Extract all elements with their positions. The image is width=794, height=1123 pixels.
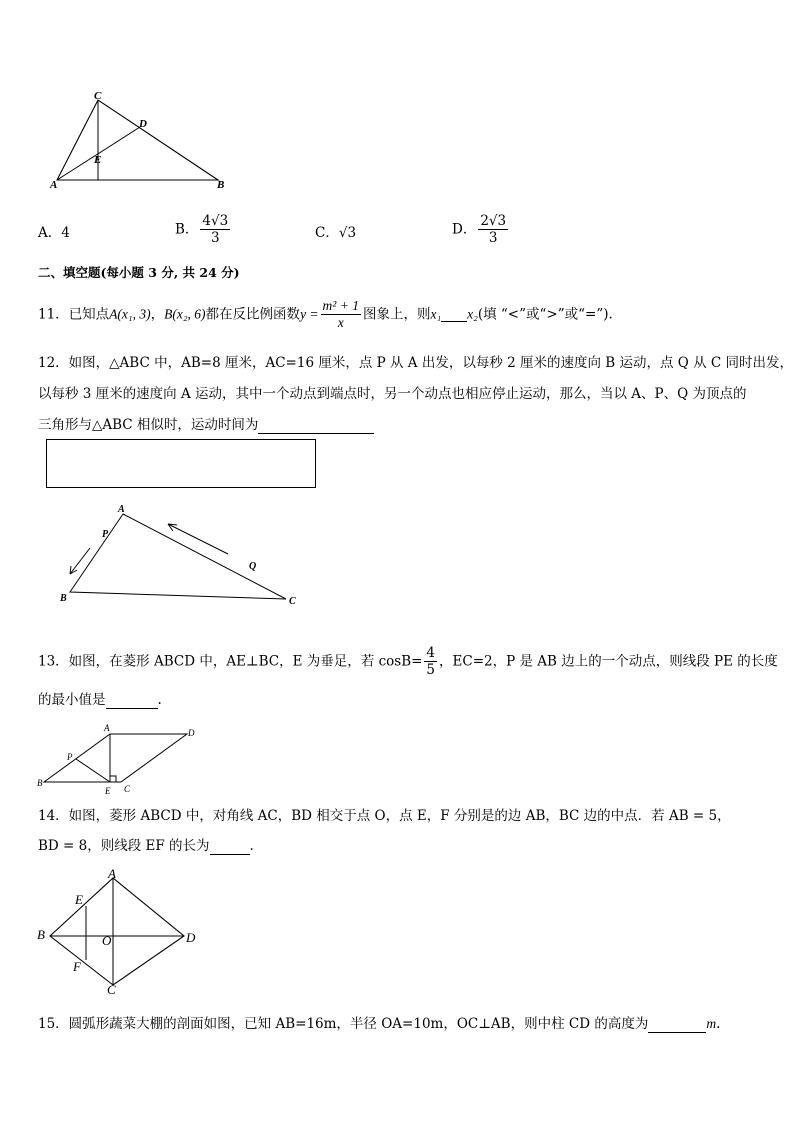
q13-line1-pre: 13．如图，在菱形 ABCD 中，AE⊥BC，E 为垂足，若 cosB= <box>38 653 423 670</box>
q12-line2: 以每秒 3 厘米的速度向 A 运动，其中一个动点到端点时，另一个动点也相应停止运动，那么，当以 A、P、Q 为顶点的 <box>38 386 747 402</box>
question-14-line2 <box>38 837 254 855</box>
q11-point-a: A(x₁, 3) <box>109 306 151 322</box>
choice-c-letter: C． <box>315 225 339 241</box>
choice-d-den: 3 <box>488 230 498 246</box>
q11-func-lhs: y = <box>300 306 319 322</box>
section-title: 二、填空题(每小题 3 分, 共 24 分) <box>38 265 240 280</box>
choice-c <box>315 224 356 242</box>
q15-answer-blank[interactable] <box>648 1018 706 1033</box>
q14-label-b: B <box>37 927 45 942</box>
q12-label-a: A <box>118 504 125 515</box>
q12-line1: 12．如图，△ABC 中，AB=8 厘米，AC=16 厘米，点 P 从 A 出发，以每秒 2 厘米的速度向 B 运动，点 Q 从 C 同时出发， <box>38 355 794 371</box>
q13-line2: 的最小值是 <box>38 692 106 708</box>
q11-post: 图象上，则 <box>362 306 431 323</box>
q10-label-a: A <box>50 179 58 191</box>
q10-label-c: C <box>94 90 102 102</box>
question-15 <box>38 1015 720 1033</box>
q14-answer-blank[interactable] <box>210 840 250 855</box>
q12-label-p: P <box>102 529 109 540</box>
q10-label-d: D <box>139 118 147 130</box>
q10-triangle-figure <box>40 88 240 198</box>
q14-line1: 14．如图，菱形 ABCD 中，对角线 AC，BD 相交于点 O，点 E，F 分别是的边 AB，BC 边的中点．若 AB = 5， <box>38 808 731 824</box>
question-13-line2 <box>38 691 162 709</box>
q13-label-b: B <box>37 778 43 788</box>
q14-label-d: D <box>186 930 196 945</box>
q11-point-b: B(x₂, 6) <box>164 306 206 322</box>
q12-answer-blank[interactable] <box>258 419 374 434</box>
choice-a-letter: A． <box>38 225 62 241</box>
question-12-line3 <box>38 416 374 434</box>
q12-line3: 三角形与△ABC 相似时，运动时间为 <box>38 417 259 433</box>
choice-a-value: 4 <box>61 225 70 241</box>
q13-label-d: D <box>188 728 195 738</box>
q14-label-f: F <box>73 959 81 974</box>
choice-b-num: 4√3 <box>202 213 229 229</box>
q13-cos-num: 4 <box>426 645 436 661</box>
choice-c-value: √3 <box>338 225 357 241</box>
choice-a <box>38 224 70 242</box>
q14-label-a: A <box>108 866 116 881</box>
q13-line2-end: . <box>157 692 162 708</box>
choice-d-letter: D． <box>452 221 477 238</box>
q15-text: 15．圆弧形蔬菜大棚的剖面如图，已知 AB=16m，半径 OA=10m，OC⊥AB，则中柱 CD 的高度为 <box>38 1016 649 1032</box>
q15-end: . <box>716 1016 721 1032</box>
q11-mid: 都在反比例函数 <box>205 306 301 323</box>
q13-label-a: A <box>104 723 110 733</box>
q14-label-e: E <box>75 892 83 907</box>
question-11 <box>38 298 613 331</box>
q13-cos-den: 5 <box>426 662 436 678</box>
q11-answer-blank[interactable] <box>441 307 467 322</box>
q12-label-b: B <box>60 593 67 604</box>
q12-answer-box[interactable] <box>46 439 316 488</box>
q11-func-num: m² + 1 <box>322 298 359 313</box>
q10-label-b: B <box>217 179 225 191</box>
q11-number: 11． <box>38 306 69 323</box>
question-13-line1 <box>38 645 778 678</box>
choice-b-letter: B． <box>175 221 199 238</box>
q13-label-e: E <box>105 786 111 796</box>
q12-label-q: Q <box>249 561 257 572</box>
q11-x1: x₁ <box>430 306 442 322</box>
q11-x2: x₂ <box>467 306 478 322</box>
q13-line1-post: ，EC=2，P 是 AB 边上的一个动点，则线段 PE 的长度 <box>439 653 778 670</box>
choice-b <box>175 213 232 246</box>
q15-unit: m <box>706 1016 717 1031</box>
q14-label-c: C <box>107 982 116 997</box>
q13-label-c: C <box>124 784 131 794</box>
q11-sep: ， <box>150 306 165 323</box>
q12-label-c: C <box>289 596 296 607</box>
q14-line2-pre: BD = 8，则线段 EF 的长为 <box>38 838 210 854</box>
q10-label-e: E <box>94 154 102 166</box>
q12-triangle-figure <box>50 500 310 612</box>
q13-label-p: P <box>67 752 73 762</box>
choice-d-num: 2√3 <box>480 213 507 229</box>
q13-rhombus-figure <box>34 720 214 800</box>
choice-b-den: 3 <box>211 230 220 246</box>
q11-func-den: x <box>337 315 344 330</box>
choice-d <box>452 213 510 246</box>
q14-line2-end: . <box>249 838 254 854</box>
q14-rhombus-figure <box>34 866 214 998</box>
q11-pre: 已知点 <box>68 306 110 323</box>
q11-tail: (填 “<”或“>”或“=”). <box>477 306 613 323</box>
q14-label-o: O <box>102 933 112 948</box>
q13-answer-blank[interactable] <box>106 694 158 709</box>
